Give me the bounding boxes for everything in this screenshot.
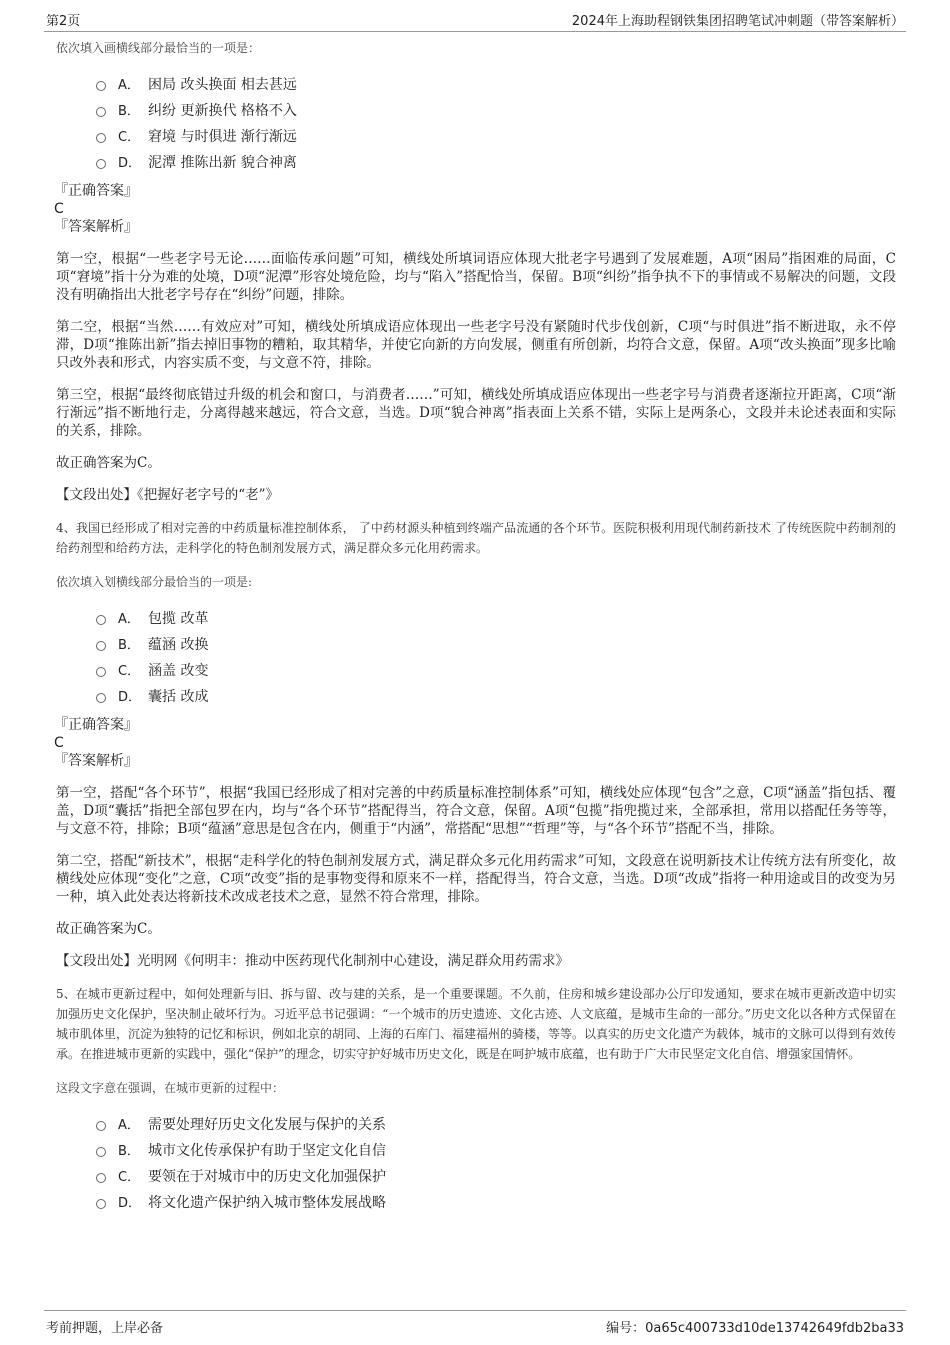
- footer-slogan: 考前押题，上岸必备: [46, 1321, 164, 1336]
- option-letter: C．: [118, 664, 141, 679]
- option-letter: D．: [118, 690, 142, 705]
- analysis-paragraph: 第二空，搭配“新技术”，根据“走科学化的特色制剂发展方式，满足群众多元化用药需求”可知，文段意在说明新技术让传统方法有所变化，故横线处应体现“变化”之意，C项“改变”指的是事物变得和原来不一样，搭配得当，符合文意，当选。D项“改成”指将一种用途或目的改变为另一种，填入此处表达将新技术改成老技术之意，显然不符合常理，排除。: [56, 853, 896, 905]
- option-letter: B．: [118, 1144, 140, 1159]
- option-list: [96, 72, 896, 176]
- analysis-paragraph: 第二空，根据“当然……有效应对”可知，横线处所填成语应体现出一些老字号没有紧随时代步伐创新，C项“与时俱进”指不断进取，永不停滞，D项“推陈出新”指去掉旧事物的糟粕，取其精华，并使它向新的方向发展，侧重有所创新，均符合文意，保留。A项“改头换面”现多比喻只改外表和形式，内容实质不变，与文意不符，排除。: [56, 319, 896, 371]
- option-c[interactable]: [96, 124, 896, 150]
- option-letter: A．: [118, 78, 140, 93]
- option-d[interactable]: [96, 684, 896, 710]
- radio-button[interactable]: [96, 1199, 106, 1209]
- option-letter: A．: [118, 612, 140, 627]
- analysis-paragraph: 第一空，根据“一些老字号无论……面临传承问题”可知，横线处所填词语应体现大批老字号遇到了发展难题，A项“困局”指困难的局面，C项“窘境”指十分为难的处境，D项“泥潭”形容处境危险，均与“陷入”搭配恰当，保留。B项“纠纷”指争执不下的事情或不易解决的问题，文段没有明确指出大批老字号存在“纠纷”问题，排除。: [56, 251, 896, 303]
- option-list: [96, 606, 896, 710]
- question-5: [56, 984, 896, 1216]
- analysis-heading: 『答案解析』: [54, 219, 138, 235]
- page-number: 第2页: [46, 14, 81, 29]
- source-citation: 【文段出处】《把握好老字号的“老”》: [56, 487, 280, 503]
- analysis-conclusion: 故正确答案为C。: [56, 921, 161, 937]
- radio-button[interactable]: [96, 641, 106, 651]
- question-prompt: 这段文字意在强调，在城市更新的过程中：: [56, 1081, 285, 1095]
- analysis-paragraph: 第一空，搭配“各个环节”，根据“我国已经形成了相对完善的中药质量标准控制体系”可知，横线处应体现“包含”之意，C项“涵盖”指包括、覆盖，D项“囊括”指把全部包罗在内，均与“各个环节”搭配得当，符合文意，保留。A项“包揽”指兜揽过来，全部承担，常用以搭配任务等等，与文意不符，排除；B项“蕴涵”意思是包含在内，侧重于“内涵”，常搭配“思想”“哲理”等，与“各个环节”搭配不当，排除。: [56, 785, 896, 837]
- answer-value: C: [54, 201, 64, 217]
- code-label: 编号：: [606, 1321, 646, 1336]
- question-prompt: 依次填入划横线部分最恰当的一项是:: [56, 575, 253, 589]
- option-list: [96, 1112, 896, 1216]
- document-title: 2024年上海助程钢铁集团招聘笔试冲刺题（带答案解析）: [571, 14, 904, 29]
- radio-button[interactable]: [96, 159, 106, 169]
- option-letter: C．: [118, 1170, 141, 1185]
- option-a[interactable]: [96, 1112, 896, 1138]
- option-text: 包揽 改革: [148, 611, 209, 627]
- option-text: 泥潭 推陈出新 貌合神离: [148, 155, 297, 171]
- page-body: [56, 38, 896, 1222]
- option-b[interactable]: [96, 632, 896, 658]
- code-value: 0a65c400733d10de13742649fdb2ba33: [645, 1321, 904, 1336]
- question-text: 4、我国已经形成了相对完善的中药质量标准控制体系， 了中药材源头种植到终端产品流通的各个环节。医院积极利用现代制药新技术 了传统医院中药制剂的给药剂型和给药方法，走科学化的特色制剂发展方式，满足群众多元化用药需求。: [56, 521, 896, 555]
- radio-button[interactable]: [96, 1147, 106, 1157]
- option-letter: D．: [118, 156, 142, 171]
- option-a[interactable]: [96, 72, 896, 98]
- option-d[interactable]: [96, 150, 896, 176]
- option-letter: B．: [118, 638, 140, 653]
- radio-button[interactable]: [96, 81, 106, 91]
- option-text: 涵盖 改变: [148, 663, 209, 679]
- option-b[interactable]: [96, 98, 896, 124]
- option-text: 纠纷 更新换代 格格不入: [148, 103, 297, 119]
- radio-button[interactable]: [96, 615, 106, 625]
- radio-button[interactable]: [96, 667, 106, 677]
- option-text: 囊括 改成: [148, 689, 209, 705]
- radio-button[interactable]: [96, 1121, 106, 1131]
- question-4: [56, 518, 896, 970]
- option-letter: C．: [118, 130, 141, 145]
- option-text: 蕴涵 改换: [148, 637, 209, 653]
- page-header: [44, 0, 906, 32]
- option-letter: D．: [118, 1196, 142, 1211]
- radio-button[interactable]: [96, 133, 106, 143]
- option-c[interactable]: [96, 1164, 896, 1190]
- question-prompt: 依次填入画横线部分最恰当的一项是：: [56, 41, 261, 55]
- option-text: 困局 改头换面 相去甚远: [148, 77, 297, 93]
- question-text: 5、在城市更新过程中，如何处理新与旧、拆与留、改与建的关系，是一个重要课题。不久前，住房和城乡建设部办公厅印发通知，要求在城市更新改造中切实加强历史文化保护，坚决制止破坏行为。习近平总书记强调：“一个城市的历史遗迹、文化古迹、人文底蕴，是城市生命的一部分。”历史文化以各种方式保留在城市肌体里，沉淀为独特的记忆和标识，例如北京的胡同、上海的石库门、福建福州的骑楼，等等。以真实的历史文化遗产为载体，城市的文脉可以得到有效传承。在推进城市更新的实践中，强化“保护”的理念，切实守护好城市历史文化，既是在呵护城市底蕴，也有助于广大市民坚定文化自信、增强家国情怀。: [56, 987, 897, 1061]
- option-text: 需要处理好历史文化发展与保护的关系: [148, 1117, 386, 1133]
- answer-heading: 『正确答案』: [54, 717, 138, 733]
- option-text: 窘境 与时俱进 渐行渐远: [148, 129, 297, 145]
- document-code: [606, 1317, 904, 1336]
- option-letter: A．: [118, 1118, 140, 1133]
- option-text: 要领在于对城市中的历史文化加强保护: [148, 1169, 386, 1185]
- page-footer: [44, 1310, 906, 1344]
- option-text: 城市文化传承保护有助于坚定文化自信: [148, 1143, 386, 1159]
- option-text: 将文化遗产保护纳入城市整体发展战略: [148, 1195, 386, 1211]
- option-b[interactable]: [96, 1138, 896, 1164]
- analysis-conclusion: 故正确答案为C。: [56, 455, 161, 471]
- option-letter: B．: [118, 104, 140, 119]
- answer-value: C: [54, 735, 64, 751]
- option-d[interactable]: [96, 1190, 896, 1216]
- answer-heading: 『正确答案』: [54, 183, 138, 199]
- radio-button[interactable]: [96, 107, 106, 117]
- radio-button[interactable]: [96, 1173, 106, 1183]
- option-a[interactable]: [96, 606, 896, 632]
- question-3: [56, 38, 896, 504]
- option-c[interactable]: [96, 658, 896, 684]
- radio-button[interactable]: [96, 693, 106, 703]
- analysis-heading: 『答案解析』: [54, 753, 138, 769]
- source-citation: 【文段出处】光明网《何明丰：推动中医药现代化制剂中心建设，满足群众用药需求》: [56, 953, 569, 969]
- analysis-paragraph: 第三空，根据“最终彻底错过升级的机会和窗口，与消费者……”可知，横线处所填成语应体现出一些老字号与消费者逐渐拉开距离，C项“渐行渐远”指不断地行走，分离得越来越远，符合文意，当选。D项“貌合神离”指表面上关系不错，实际上是两条心，文段并未论述表面和实际的关系，排除。: [56, 387, 896, 439]
